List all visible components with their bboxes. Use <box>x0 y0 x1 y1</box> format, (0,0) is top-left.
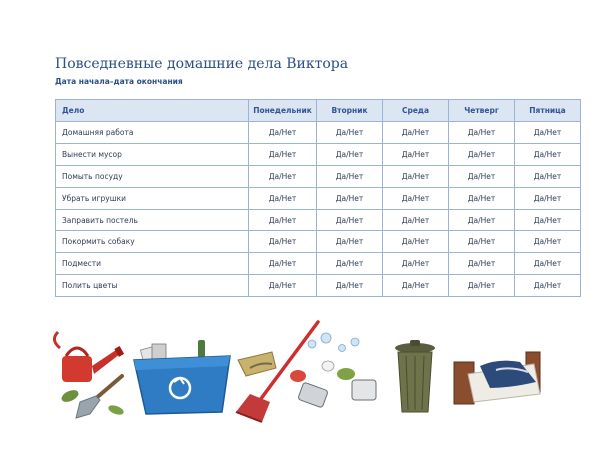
status-cell: Да/Нет <box>449 231 515 253</box>
status-cell: Да/Нет <box>249 187 317 209</box>
table-row <box>56 231 581 253</box>
status-cell: Да/Нет <box>317 209 383 231</box>
task-cell: Полить цветы <box>56 275 249 297</box>
chores-table <box>55 99 581 297</box>
status-cell: Да/Нет <box>515 143 581 165</box>
task-cell: Помыть посуду <box>56 165 249 187</box>
status-cell: Да/Нет <box>383 231 449 253</box>
status-cell: Да/Нет <box>515 253 581 275</box>
table-row <box>56 143 581 165</box>
status-cell: Да/Нет <box>249 165 317 187</box>
status-cell: Да/Нет <box>449 275 515 297</box>
task-cell: Подмести <box>56 253 249 275</box>
column-header-friday: Пятница <box>515 100 581 122</box>
table-row <box>56 275 581 297</box>
task-cell: Вынести мусор <box>56 143 249 165</box>
column-header-monday: Понедельник <box>249 100 317 122</box>
watering-can-icon <box>54 332 124 382</box>
status-cell: Да/Нет <box>383 143 449 165</box>
page-title: Повседневные домашние дела Виктора <box>55 56 349 72</box>
status-cell: Да/Нет <box>515 209 581 231</box>
task-cell: Домашняя работа <box>56 122 249 144</box>
status-cell: Да/Нет <box>515 187 581 209</box>
status-cell: Да/Нет <box>317 253 383 275</box>
status-cell: Да/Нет <box>249 209 317 231</box>
column-header-tuesday: Вторник <box>317 100 383 122</box>
dustpan-icon <box>238 352 276 376</box>
task-cell: Заправить постель <box>56 209 249 231</box>
status-cell: Да/Нет <box>317 122 383 144</box>
status-cell: Да/Нет <box>515 275 581 297</box>
table-row <box>56 187 581 209</box>
status-cell: Да/Нет <box>515 231 581 253</box>
status-cell: Да/Нет <box>249 143 317 165</box>
task-cell: Покормить собаку <box>56 231 249 253</box>
status-cell: Да/Нет <box>317 231 383 253</box>
status-cell: Да/Нет <box>383 165 449 187</box>
status-cell: Да/Нет <box>317 275 383 297</box>
status-cell: Да/Нет <box>249 122 317 144</box>
table-row <box>56 122 581 144</box>
status-cell: Да/Нет <box>383 209 449 231</box>
table-header-row <box>56 100 581 122</box>
status-cell: Да/Нет <box>515 165 581 187</box>
status-cell: Да/Нет <box>317 143 383 165</box>
chores-illustration <box>50 318 570 428</box>
column-header-thursday: Четверг <box>449 100 515 122</box>
trash-can-icon <box>395 340 435 412</box>
status-cell: Да/Нет <box>383 275 449 297</box>
status-cell: Да/Нет <box>449 187 515 209</box>
unmade-bed-icon <box>454 352 540 404</box>
column-header-wednesday: Среда <box>383 100 449 122</box>
status-cell: Да/Нет <box>449 253 515 275</box>
status-cell: Да/Нет <box>249 231 317 253</box>
trowel-icon <box>60 376 125 418</box>
status-cell: Да/Нет <box>317 187 383 209</box>
status-cell: Да/Нет <box>383 253 449 275</box>
table-row <box>56 165 581 187</box>
status-cell: Да/Нет <box>449 143 515 165</box>
column-header-task: Дело <box>56 100 249 122</box>
table-row <box>56 253 581 275</box>
task-cell: Убрать игрушки <box>56 187 249 209</box>
status-cell: Да/Нет <box>449 165 515 187</box>
status-cell: Да/Нет <box>383 122 449 144</box>
status-cell: Да/Нет <box>249 275 317 297</box>
status-cell: Да/Нет <box>249 253 317 275</box>
table-row <box>56 209 581 231</box>
status-cell: Да/Нет <box>515 122 581 144</box>
recycling-bin-icon <box>134 340 230 414</box>
status-cell: Да/Нет <box>449 209 515 231</box>
status-cell: Да/Нет <box>383 187 449 209</box>
status-cell: Да/Нет <box>317 165 383 187</box>
status-cell: Да/Нет <box>449 122 515 144</box>
date-range: Дата начала–дата окончания <box>55 77 183 86</box>
